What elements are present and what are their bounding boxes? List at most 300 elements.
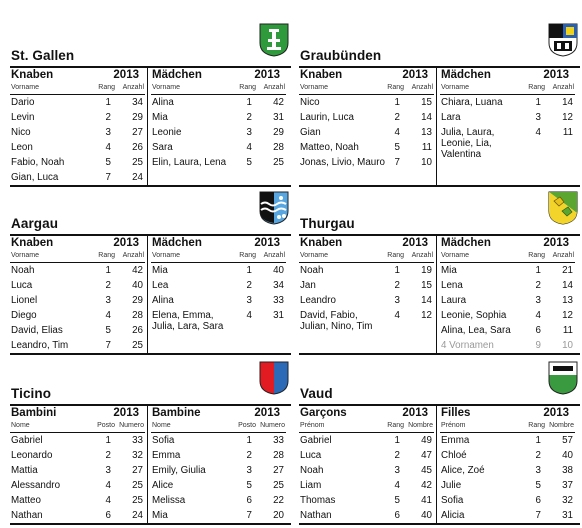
rank-cell: 4 [394, 310, 400, 321]
count-cell: 13 [562, 295, 573, 306]
table-row [299, 155, 434, 181]
col-name-header: Vorname [441, 84, 470, 91]
table-row [151, 478, 286, 493]
table-row [10, 463, 145, 478]
name-cell: Laura [441, 295, 467, 306]
column-headers [151, 83, 286, 95]
name-cell: Alessandro [11, 480, 61, 491]
name-cell: Laurin, Luca [300, 112, 354, 123]
rank-cell: 1 [535, 265, 541, 276]
rank-cell: 1 [535, 97, 541, 108]
count-cell: 14 [421, 295, 432, 306]
group-label: Mädchen [152, 69, 202, 81]
table-row [440, 493, 575, 508]
group-label: Mädchen [441, 237, 491, 249]
name-cell: Nico [11, 127, 31, 138]
name-cell: Nathan [300, 510, 332, 521]
column-headers [440, 421, 575, 433]
table-row [299, 463, 434, 478]
group-label: Filles [441, 407, 471, 419]
table-row [299, 478, 434, 493]
name-cell: Emma [441, 435, 470, 446]
table-row [10, 433, 145, 448]
year-label: 2013 [113, 69, 139, 81]
year-label: 2013 [543, 407, 569, 419]
count-cell: 14 [562, 97, 573, 108]
rank-cell: 5 [105, 157, 111, 168]
col-count-header: Anzahl [552, 252, 574, 259]
table-row [10, 155, 145, 170]
group-label: Knaben [300, 237, 343, 249]
year-label: 2013 [543, 69, 569, 81]
rank-cell: 7 [535, 510, 541, 521]
group-label: Bambini [11, 407, 57, 419]
name-cell: David, Elias [11, 325, 63, 336]
table-row [299, 263, 434, 278]
table-row [151, 448, 286, 463]
count-cell: 12 [421, 310, 432, 321]
rank-cell: 2 [246, 280, 252, 291]
table-row [299, 110, 434, 125]
girls-column [440, 406, 575, 523]
name-cell: Leandro, Tim [11, 340, 69, 351]
count-cell: 38 [562, 465, 573, 476]
table-row [10, 293, 145, 308]
canton-header [299, 22, 580, 66]
group-label: Knaben [11, 69, 54, 81]
name-cell: Alina [152, 97, 174, 108]
rank-cell: 2 [394, 450, 400, 461]
rank-cell: 1 [535, 435, 541, 446]
boys-column [299, 68, 434, 185]
col-count-header: Nombre [408, 422, 433, 429]
column-headers [440, 251, 575, 263]
table-row [299, 140, 434, 155]
aargau-crest-icon [259, 191, 289, 225]
st-gallen-crest-icon [259, 23, 289, 57]
col-name-header: Vorname [11, 252, 40, 259]
table-row [440, 338, 575, 353]
rank-cell: 5 [394, 495, 400, 506]
table-row [299, 125, 434, 140]
name-cell: Leandro [300, 295, 336, 306]
table-row [151, 95, 286, 110]
name-cell: Sofia [441, 495, 464, 506]
count-cell: 25 [132, 480, 143, 491]
rank-cell: 2 [105, 112, 111, 123]
name-table [10, 234, 291, 355]
column-headers [299, 421, 434, 433]
count-cell: 33 [273, 435, 284, 446]
col-count-header: Anzahl [411, 84, 433, 91]
table-row [151, 263, 286, 278]
name-cell: Fabio, Noah [11, 157, 65, 168]
table-row [299, 433, 434, 448]
table-row [299, 95, 434, 110]
table-group-header [10, 236, 145, 251]
table-row [440, 508, 575, 523]
rank-cell: 3 [535, 465, 541, 476]
table-row [440, 448, 575, 463]
table-group-header [440, 236, 575, 251]
girls-column [440, 68, 575, 185]
count-cell: 10 [562, 340, 573, 351]
count-cell: 29 [132, 295, 143, 306]
name-cell: Luca [11, 280, 33, 291]
year-label: 2013 [113, 237, 139, 249]
name-cell: Noah [300, 265, 324, 276]
col-rank-header: Rang [98, 252, 115, 259]
thurgau-crest-icon [548, 191, 578, 225]
count-cell: 33 [132, 435, 143, 446]
name-cell: Dario [11, 97, 35, 108]
rank-cell: 2 [535, 280, 541, 291]
name-cell: Chloé [441, 450, 467, 461]
rank-cell: 4 [394, 480, 400, 491]
year-label: 2013 [113, 407, 139, 419]
name-table [299, 234, 580, 355]
table-group-header [10, 406, 145, 421]
count-cell: 27 [273, 465, 284, 476]
col-name-header: Prénom [441, 422, 466, 429]
count-cell: 40 [421, 510, 432, 521]
column-headers [440, 83, 575, 95]
column-headers [10, 83, 145, 95]
count-cell: 31 [273, 310, 284, 321]
count-cell: 22 [273, 495, 284, 506]
rank-cell: 7 [105, 172, 111, 183]
rank-cell: 3 [535, 295, 541, 306]
name-cell: Levin [11, 112, 35, 123]
table-row [151, 433, 286, 448]
rank-cell: 9 [535, 340, 541, 351]
table-group-header [151, 68, 286, 83]
year-label: 2013 [543, 237, 569, 249]
count-cell: 37 [562, 480, 573, 491]
group-label: Mädchen [152, 237, 202, 249]
table-row [151, 140, 286, 155]
rank-cell: 3 [105, 295, 111, 306]
table-row [440, 463, 575, 478]
rank-cell: 1 [394, 265, 400, 276]
table-row [440, 308, 575, 323]
table-row [440, 293, 575, 308]
table-row [151, 110, 286, 125]
count-cell: 25 [273, 480, 284, 491]
name-cell: Elin, Laura, Lena [152, 157, 227, 168]
canton-header [10, 190, 291, 234]
col-rank-header: Posto [238, 422, 256, 429]
col-count-header: Numero [119, 422, 144, 429]
name-cell: Alina [152, 295, 174, 306]
count-cell: 14 [421, 112, 432, 123]
col-count-header: Anzahl [122, 84, 144, 91]
table-row [151, 125, 286, 140]
count-cell: 21 [562, 265, 573, 276]
year-label: 2013 [402, 237, 428, 249]
group-label: Knaben [300, 69, 343, 81]
rank-cell: 6 [394, 510, 400, 521]
name-cell: Alicia [441, 510, 465, 521]
boys-column [10, 406, 145, 523]
col-count-header: Anzahl [552, 84, 574, 91]
table-row [440, 433, 575, 448]
name-cell: Jan [300, 280, 316, 291]
rank-cell: 7 [105, 340, 111, 351]
rank-cell: 2 [105, 280, 111, 291]
count-cell: 11 [421, 142, 432, 153]
count-cell: 42 [421, 480, 432, 491]
col-rank-header: Rang [387, 84, 404, 91]
year-label: 2013 [254, 237, 280, 249]
col-rank-header: Rang [239, 252, 256, 259]
table-row [10, 478, 145, 493]
name-cell: Mia [152, 265, 168, 276]
table-row [10, 493, 145, 508]
girls-column [151, 68, 286, 185]
rank-cell: 4 [105, 480, 111, 491]
boys-column [299, 236, 434, 353]
rank-cell: 1 [394, 97, 400, 108]
name-cell: Sofia [152, 435, 175, 446]
rank-cell: 3 [535, 112, 541, 123]
count-cell: 40 [562, 450, 573, 461]
col-rank-header: Rang [528, 84, 545, 91]
name-cell: Thomas [300, 495, 336, 506]
table-group-header [10, 68, 145, 83]
col-name-header: Nome [11, 422, 30, 429]
count-cell: 28 [273, 142, 284, 153]
table-group-header [151, 236, 286, 251]
count-cell: 29 [273, 127, 284, 138]
rank-cell: 4 [535, 310, 541, 321]
table-row [10, 140, 145, 155]
rank-cell: 1 [246, 265, 252, 276]
name-table [299, 404, 580, 525]
count-cell: 26 [132, 142, 143, 153]
name-cell: Leonardo [11, 450, 53, 461]
rank-cell: 3 [394, 465, 400, 476]
table-row [299, 278, 434, 293]
count-cell: 28 [273, 450, 284, 461]
count-cell: 12 [562, 310, 573, 321]
count-cell: 26 [132, 325, 143, 336]
count-cell: 10 [421, 157, 432, 168]
table-row [10, 323, 145, 338]
name-cell: Jonas, Livio, Mauro [300, 157, 385, 168]
rank-cell: 2 [105, 450, 111, 461]
count-cell: 34 [273, 280, 284, 291]
year-label: 2013 [402, 407, 428, 419]
name-cell: Melissa [152, 495, 186, 506]
count-cell: 12 [562, 112, 573, 123]
name-cell: Diego [11, 310, 37, 321]
name-cell: Noah [11, 265, 35, 276]
table-group-header [440, 68, 575, 83]
canton-block-st-gallen [10, 22, 291, 187]
name-cell: David, Fabio, Julian, Nino, Tim [300, 310, 373, 332]
rank-cell: 7 [394, 157, 400, 168]
canton-title: Ticino [11, 386, 52, 401]
boys-column [10, 68, 145, 185]
count-cell: 25 [132, 157, 143, 168]
name-cell: Gabriel [11, 435, 43, 446]
name-cell: Elena, Emma, Julia, Lara, Sara [152, 310, 224, 332]
table-row [440, 263, 575, 278]
canton-block-aargau [10, 190, 291, 355]
col-count-header: Nombre [549, 422, 574, 429]
name-cell: Leonie [152, 127, 182, 138]
rank-cell: 5 [246, 480, 252, 491]
table-row [10, 170, 145, 185]
col-count-header: Anzahl [411, 252, 433, 259]
rank-cell: 4 [246, 142, 252, 153]
table-row [299, 448, 434, 463]
girls-column [151, 236, 286, 353]
year-label: 2013 [254, 69, 280, 81]
rank-cell: 6 [535, 495, 541, 506]
rank-cell: 3 [246, 465, 252, 476]
count-cell: 49 [421, 435, 432, 446]
count-cell: 11 [562, 127, 573, 138]
table-row [440, 125, 575, 162]
table-row [10, 448, 145, 463]
rank-cell: 2 [394, 112, 400, 123]
name-cell: Chiara, Luana [441, 97, 503, 108]
rank-cell: 1 [105, 97, 111, 108]
col-count-header: Anzahl [122, 252, 144, 259]
name-cell: Mia [152, 112, 168, 123]
count-cell: 19 [421, 265, 432, 276]
name-table [299, 66, 580, 187]
rank-cell: 4 [105, 310, 111, 321]
table-row [151, 155, 286, 181]
name-cell: Lionel [11, 295, 38, 306]
name-cell: Alice, Zoé [441, 465, 485, 476]
canton-title: Vaud [300, 386, 333, 401]
table-row [440, 95, 575, 110]
rank-cell: 6 [105, 510, 111, 521]
count-cell: 33 [273, 295, 284, 306]
group-label: Bambine [152, 407, 201, 419]
table-row [151, 293, 286, 308]
count-cell: 14 [562, 280, 573, 291]
table-row [151, 278, 286, 293]
table-row [10, 338, 145, 353]
col-count-header: Anzahl [263, 84, 285, 91]
boys-column [299, 406, 434, 523]
name-cell: Leonie, Sophia [441, 310, 507, 321]
group-label: Garçons [300, 407, 347, 419]
canton-title: Graubünden [300, 48, 382, 63]
rank-cell: 4 [105, 495, 111, 506]
table-row [10, 308, 145, 323]
table-row [10, 508, 145, 523]
rank-cell: 2 [246, 112, 252, 123]
table-row [151, 308, 286, 345]
column-headers [151, 421, 286, 433]
canton-title: St. Gallen [11, 48, 75, 63]
table-row [299, 508, 434, 523]
col-rank-header: Rang [239, 84, 256, 91]
count-cell: 15 [421, 280, 432, 291]
count-cell: 31 [273, 112, 284, 123]
count-cell: 20 [273, 510, 284, 521]
boys-column [10, 236, 145, 353]
name-cell: Mia [441, 265, 457, 276]
col-name-header: Vorname [300, 252, 329, 259]
count-cell: 25 [273, 157, 284, 168]
rank-cell: 4 [394, 127, 400, 138]
count-cell: 32 [562, 495, 573, 506]
count-cell: 57 [562, 435, 573, 446]
table-row [10, 125, 145, 140]
count-cell: 47 [421, 450, 432, 461]
col-name-header: Prénom [300, 422, 325, 429]
rank-cell: 3 [105, 127, 111, 138]
name-cell: Alina, Lea, Sara [441, 325, 511, 336]
name-cell: Matteo [11, 495, 41, 506]
table-row [440, 110, 575, 125]
rank-cell: 5 [535, 480, 541, 491]
rank-cell: 2 [394, 280, 400, 291]
rank-cell: 6 [535, 325, 541, 336]
table-group-header [440, 406, 575, 421]
count-cell: 32 [132, 450, 143, 461]
canton-block-thurgau [299, 190, 580, 355]
column-headers [299, 83, 434, 95]
rank-cell: 5 [394, 142, 400, 153]
table-group-header [151, 406, 286, 421]
table-row [299, 293, 434, 308]
name-cell: Liam [300, 480, 322, 491]
name-cell: 4 Vornamen [441, 340, 494, 351]
count-cell: 27 [132, 127, 143, 138]
girls-column [151, 406, 286, 523]
rank-cell: 3 [246, 295, 252, 306]
count-cell: 40 [132, 280, 143, 291]
canton-block-ticino [10, 360, 291, 525]
rank-cell: 4 [246, 310, 252, 321]
col-name-header: Nome [152, 422, 171, 429]
graubuenden-crest-icon [548, 23, 578, 57]
rank-cell: 2 [535, 450, 541, 461]
canton-block-graubuenden [299, 22, 580, 187]
table-row [10, 278, 145, 293]
rank-cell: 7 [246, 510, 252, 521]
column-headers [151, 251, 286, 263]
col-rank-header: Rang [98, 84, 115, 91]
name-cell: Emily, Giulia [152, 465, 206, 476]
name-cell: Lea [152, 280, 169, 291]
table-row [440, 323, 575, 338]
name-cell: Leon [11, 142, 33, 153]
count-cell: 29 [132, 112, 143, 123]
rank-cell: 5 [105, 325, 111, 336]
count-cell: 24 [132, 510, 143, 521]
table-row [151, 493, 286, 508]
rank-cell: 4 [535, 127, 541, 138]
canton-title: Thurgau [300, 216, 355, 231]
canton-header [299, 360, 580, 404]
name-cell: Mia [152, 510, 168, 521]
rank-cell: 1 [394, 435, 400, 446]
rank-cell: 3 [394, 295, 400, 306]
ticino-crest-icon [259, 361, 289, 395]
name-cell: Gian, Luca [11, 172, 59, 183]
rank-cell: 5 [246, 157, 252, 168]
canton-header [10, 22, 291, 66]
